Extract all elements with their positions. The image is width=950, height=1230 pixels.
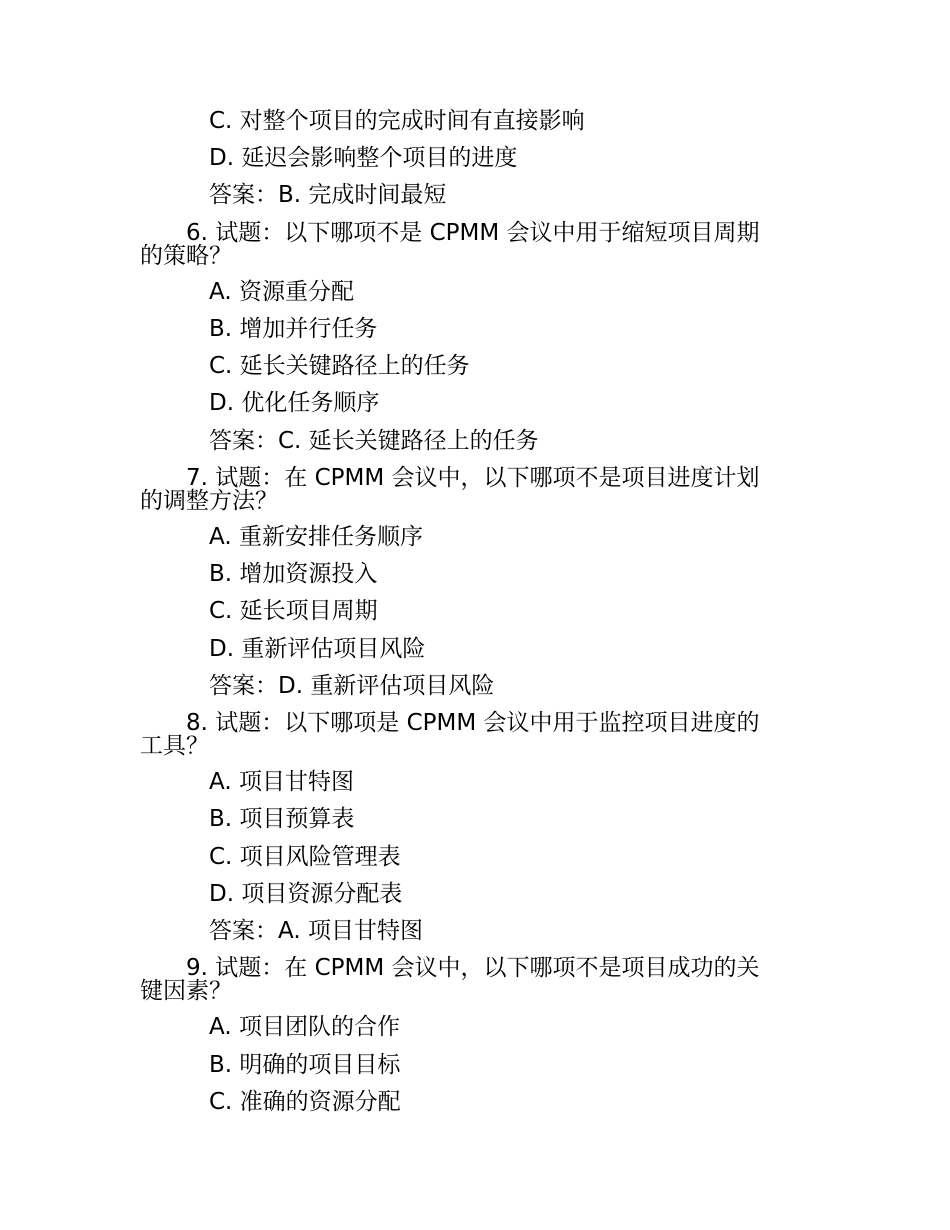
q6-option-d: D. 优化任务顺序	[209, 390, 380, 416]
q7-question-line1: 7. 试题：在 CPMM 会议中，以下哪项不是项目进度计划	[186, 465, 760, 491]
q6-question-line1: 6. 试题：以下哪项不是 CPMM 会议中用于缩短项目周期	[186, 220, 760, 246]
q9-option-b: B. 明确的项目目标	[209, 1052, 401, 1078]
q5-option-d: D. 延迟会影响整个项目的进度	[209, 145, 518, 171]
q9-question-line2: 键因素？	[140, 978, 232, 1004]
q7-option-a: A. 重新安排任务顺序	[209, 524, 423, 550]
q6-answer: 答案：C. 延长关键路径上的任务	[209, 428, 539, 454]
q7-answer: 答案：D. 重新评估项目风险	[209, 673, 495, 699]
q6-option-b: B. 增加并行任务	[209, 316, 378, 342]
q8-option-c: C. 项目风险管理表	[209, 844, 401, 870]
q7-option-d: D. 重新评估项目风险	[209, 636, 426, 662]
q6-question-line2: 的策略？	[140, 243, 232, 269]
q6-option-a: A. 资源重分配	[209, 279, 354, 305]
q5-answer: 答案：B. 完成时间最短	[209, 182, 447, 208]
q8-question-line1: 8. 试题：以下哪项是 CPMM 会议中用于监控项目进度的	[186, 710, 760, 736]
q8-option-d: D. 项目资源分配表	[209, 881, 403, 907]
q9-question-line1: 9. 试题：在 CPMM 会议中，以下哪项不是项目成功的关	[186, 955, 760, 981]
q9-option-a: A. 项目团队的合作	[209, 1014, 400, 1040]
q8-question-line2: 工具？	[140, 733, 209, 759]
q8-option-b: B. 项目预算表	[209, 806, 355, 832]
q8-option-a: A. 项目甘特图	[209, 769, 354, 795]
q6-option-c: C. 延长关键路径上的任务	[209, 353, 470, 379]
q9-option-c: C. 准确的资源分配	[209, 1089, 401, 1115]
q7-question-line2: 的调整方法？	[140, 488, 278, 514]
q7-option-c: C. 延长项目周期	[209, 598, 378, 624]
q5-option-c: C. 对整个项目的完成时间有直接影响	[209, 108, 585, 134]
q8-answer: 答案：A. 项目甘特图	[209, 918, 423, 944]
q7-option-b: B. 增加资源投入	[209, 561, 378, 587]
